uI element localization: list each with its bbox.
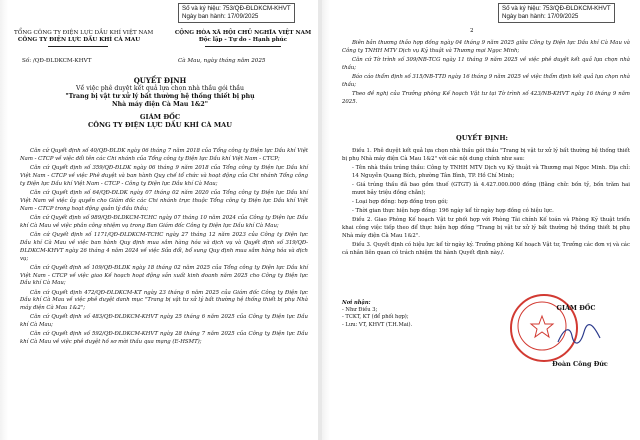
document-number: Số: /QĐ-ĐLDKCM-KHVT	[22, 58, 92, 64]
motto-underline	[205, 46, 281, 47]
legal-basis-item: Căn cứ Quyết định số 989/QĐ-ĐLDKCM-TCHC ngày 07 tháng 10 năm 2024 của Công ty Điện lực Dầu khí Cà Mau về việc phân công nhiệm vụ trong Ban Giám đốc Công ty Điện lực Dầu khí Cà Mau;	[20, 214, 308, 229]
bullet-text: Giá trúng thầu đã bao gồm thuế (GTGT) là 4.427.000.000 đồng (Bằng chữ: bốn tỷ, bốn trăm hai mươi bảy triệu đồng chẵn);	[352, 182, 630, 196]
authority-org: CÔNG TY ĐIỆN LỰC DẦU KHÍ CÀ MAU	[87, 121, 233, 129]
recipients-block	[342, 300, 462, 329]
parent-org-name: TỔNG CÔNG TY ĐIỆN LỰC DẦU KHÍ VIỆT NAM	[14, 30, 154, 36]
authority-title: GIÁM ĐỐC	[139, 113, 181, 121]
country-name: CỘNG HÒA XÃ HỘI CHỦ NGHĨA VIỆT NAM	[174, 30, 312, 36]
article-2: Điều 2. Giao Phòng Kế hoạch Vật tư phối hợp với Phòng Tài chính Kế toán và Phòng Kỹ thuật triển khai công việc tiếp theo để thực hiện hợp đồng "Trang bị vật tư xử lý bất thường hệ thống thiết bị phụ Nhà máy điện Cà Mau 1&2".	[342, 217, 630, 239]
org-header	[14, 30, 154, 44]
article-bullet: - Thời gian thực hiện hợp đồng: 196 ngày kể từ ngày hợp đồng có hiệu lực.	[352, 208, 554, 215]
title-line-3: Nhà máy điện Cà Mau 1&2"	[112, 101, 208, 108]
title-line-1: Về việc phê duyệt kết quả lựa chọn nhà thầu gói thầu	[75, 85, 245, 92]
stamp-number: Số và ký hiệu: 753/QĐ-ĐLDKCM-KHVT	[182, 5, 291, 12]
document-page-2	[322, 0, 640, 440]
article-3: Điều 3. Quyết định có hiệu lực kể từ ngày ký. Trưởng phòng Kế hoạch Vật tư, Trưởng các đơn vị và các cá nhân liên quan có trách nhiệm thi hành Quyết định này./.	[342, 242, 630, 256]
basis-item: Báo cáo thẩm định số 315/NB-TTD ngày 16 tháng 9 năm 2025 về việc thẩm định kết quả lựa chọn nhà thầu;	[342, 74, 630, 88]
motto: Độc lập - Tự do - Hạnh phúc	[198, 37, 288, 43]
recipient-item: - TCKT, KT (để phối hợp);	[342, 314, 409, 321]
signature-icon	[554, 320, 604, 350]
org-underline	[48, 46, 108, 47]
basis-item: Theo đề nghị của Trưởng phòng Kế hoạch Vật tư tại Tờ trình số 423/NB-KHVT ngày 16 tháng 9 năm 2025.	[342, 91, 630, 105]
legal-basis-item: Căn cứ Quyết định số 64/QĐ-ĐLDK ngày 07 tháng 02 năm 2020 của Tổng công ty Điện lực Dầu khí Việt Nam về việc ủy quyền cho Giám đốc các Chi nhánh trực thuộc Tổng công ty Điện lực Dầu khí Việt Nam - CTCP trong hoạt động quản lý đầu thầu;	[20, 189, 308, 212]
bullet-text: Thời gian thực hiện hợp đồng: 196 ngày kể từ ngày hợp đồng có hiệu lực.	[355, 208, 554, 215]
article-bullet: - Loại hợp đồng: hợp đồng trọn gói;	[352, 199, 448, 205]
decision-heading: QUYẾT ĐỊNH:	[456, 134, 508, 142]
bullet-text: Tên nhà thầu trúng thầu: Công ty TNHH MTV Dịch vụ Kỹ thuật và Thương mại Ngọc Minh. Địa chỉ: 14 Nguyễn Quang Bích, phường Tân Bình, TP. Hồ Chí Minh;	[352, 165, 630, 179]
page-edge-shadow	[0, 0, 8, 440]
recipient-item: - Như Điều 3;	[342, 307, 378, 314]
signer-title: GIÁM ĐỐC	[556, 304, 596, 312]
basis-continued	[342, 40, 630, 108]
signer-name: Đoàn Công Đức	[552, 360, 608, 368]
org-name: CÔNG TY ĐIỆN LỰC DẦU KHÍ CÀ MAU	[17, 37, 141, 43]
document-type: QUYẾT ĐỊNH	[133, 76, 187, 85]
article-1: Điều 1. Phê duyệt kết quả lựa chọn nhà thầu gói thầu "Trang bị vật tư xử lý bất thường hệ thống thiết bị phụ Nhà máy điện Cà Mau 1&2" với các nội dung chính như sau:	[342, 148, 630, 162]
national-header	[170, 30, 316, 44]
document-page-1	[0, 0, 318, 440]
legal-basis-item: Căn cứ Quyết định số 109/QĐ-ĐLDK ngày 18 tháng 02 năm 2025 của Tổng công ty Điện lực Dầu khí Việt Nam - CTCP về việc giao Kế hoạch hoạt động sản xuất kinh doanh năm 2025 cho Công ty Điện lực Dầu khí Cà Mau;	[20, 264, 308, 287]
page-edge-shadow	[322, 0, 330, 440]
decision-articles	[342, 148, 630, 259]
legal-basis-item: Căn cứ Quyết định số 40/QĐ-ĐLDK ngày 06 tháng 7 năm 2018 của Tổng công ty Điện lực Dầu khí Việt Nam - CTCP về việc đổi tên các Chi nhánh của Tổng công ty Điện lực Dầu khí Việt Nam - CTCP;	[20, 148, 308, 162]
place-date: Cà Mau, ngày tháng năm 2025	[178, 58, 266, 64]
article-bullet: - Tên nhà thầu trúng thầu: Công ty TNHH MTV Dịch vụ Kỹ thuật và Thương mại Ngọc Minh. Địa chỉ: 14 Nguyễn Quang Bích, phường Tân Bình, TP. Hồ Chí Minh;	[352, 165, 630, 179]
basis-item: Biên bản thương thảo hợp đồng ngày 04 tháng 9 năm 2025 giữa Công ty Điện lực Dầu khí Cà Mau và Công ty TNHH MTV Dịch vụ Kỹ thuật và Thương mại Ngọc Minh;	[342, 40, 630, 54]
stamp-date: Ngày ban hành: 17/09/2025	[502, 13, 579, 20]
legal-basis-list	[20, 148, 308, 348]
stamp-date: Ngày ban hành: 17/09/2025	[182, 13, 259, 20]
legal-basis-item: Căn cứ Quyết định số 359/QĐ-ĐLDK ngày 06 tháng 9 năm 2018 của Tổng công ty Điện lực Dầu khí Việt Nam - CTCP về việc Phê duyệt và ban hành Quy chế tổ chức và hoạt động của Chi nhánh Tổng công ty Điện lực Dầu khí Việt Nam - CTCP - Công ty Điện lực Dầu khí Cà Mau;	[20, 165, 308, 187]
legal-basis-item: Căn cứ Quyết định số 483/QĐ-ĐLDKCM-KHVT ngày 25 tháng 6 năm 2025 của Công ty Điện lực Dầu khí Cà Mau;	[20, 314, 308, 329]
legal-basis-item: Căn cứ Quyết định số 592/QĐ-ĐLDKCM-KHVT ngày 28 tháng 7 năm 2025 của Công ty Điện lực Dầu khí Cà Mau về việc phê duyệt hồ sơ mời thầu qua mạng (E-HSMT);	[20, 331, 308, 346]
basis-item: Căn cứ Tờ trình số 309/NB-TCG ngày 11 tháng 9 năm 2025 về việc phê duyệt kết quả lựa chọn nhà thầu;	[342, 57, 630, 71]
article-bullet: - Giá trúng thầu đã bao gồm thuế (GTGT) là 4.427.000.000 đồng (Bằng chữ: bốn tỷ, bốn trăm hai mươi bảy triệu đồng chẵn);	[352, 182, 630, 196]
registration-stamp	[498, 3, 615, 23]
recipients-title: Nơi nhận:	[342, 300, 371, 306]
signature-block	[490, 290, 630, 380]
title-line-2: "Trang bị vật tư xử lý bất thường hệ thống thiết bị phụ	[65, 93, 255, 100]
bullet-text: Loại hợp đồng: hợp đồng trọn gói;	[355, 199, 448, 205]
title-block	[10, 77, 310, 129]
recipient-item: - Lưu: VT, KHVT (T.H.Mai).	[342, 321, 413, 328]
registration-stamp	[178, 3, 295, 23]
legal-basis-item: Căn cứ Quyết định số 1171/QĐ-ĐLDKCM-TCHC ngày 27 tháng 12 năm 2023 của Công ty Điện lực Dầu khí Cà Mau về việc ban hành Quy định mua sắm hàng hóa và dịch vụ và Quyết định số 319/QĐ-ĐLDKCM-KHVT ngày 26 tháng 4 năm 2024 về việc Sửa đổi, bổ sung Quy định mua sắm hàng hóa và dịch vụ;	[20, 231, 308, 262]
legal-basis-item: Căn cứ Quyết định 472/QĐ-ĐLDKCM-KT ngày 23 tháng 6 năm 2025 của Giám đốc Công ty Điện lực Dầu khí Cà Mau về việc phê duyệt danh mục "Trang bị vật tư xử lý bất thường hệ thống thiết bị phụ Nhà máy điện Cà Mau 1&2";	[20, 289, 308, 312]
stamp-number: Số và ký hiệu: 753/QĐ-ĐLDKCM-KHVT	[502, 5, 611, 12]
page-number: 2	[470, 28, 474, 34]
